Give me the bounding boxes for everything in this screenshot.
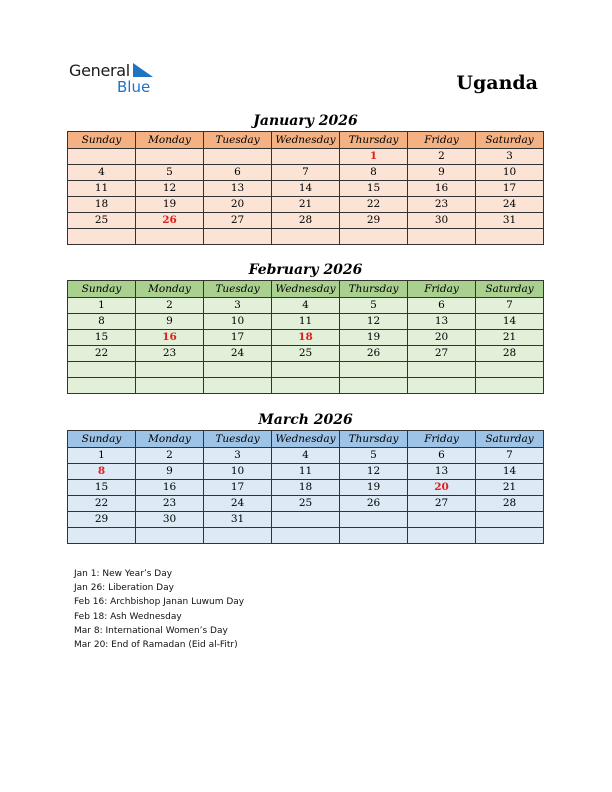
day-cell: 5 [340,298,408,314]
day-cell: 18 [68,197,136,213]
weekday-header: Sunday [68,281,136,298]
day-cell [136,149,204,165]
day-cell [340,378,408,394]
holiday-day-cell: 18 [272,330,340,346]
day-cell: 13 [408,464,476,480]
day-cell: 29 [340,213,408,229]
day-cell: 6 [408,448,476,464]
day-cell: 7 [476,448,544,464]
week-row [68,229,544,245]
day-cell [476,378,544,394]
holiday-day-cell: 20 [408,480,476,496]
day-cell [204,378,272,394]
holiday-day-cell: 26 [136,213,204,229]
month-title: February 2026 [248,262,363,278]
day-cell [136,378,204,394]
holiday-note: Feb 18: Ash Wednesday [74,611,182,622]
day-cell: 22 [340,197,408,213]
day-cell: 17 [204,480,272,496]
day-cell [340,362,408,378]
calendar-table [67,280,544,394]
day-cell: 10 [204,464,272,480]
weekday-header: Friday [408,281,476,298]
day-cell: 19 [340,330,408,346]
day-cell [68,362,136,378]
day-cell: 31 [204,512,272,528]
day-cell: 30 [136,512,204,528]
week-row [68,496,544,512]
week-row [68,149,544,165]
day-cell: 26 [340,496,408,512]
month-calendar [67,112,544,245]
day-cell: 1 [68,448,136,464]
day-cell [476,229,544,245]
weekday-header: Friday [408,132,476,149]
day-cell: 8 [340,165,408,181]
weekday-header: Sunday [68,431,136,448]
logo-triangle-icon [133,63,153,77]
weekday-header: Sunday [68,132,136,149]
day-cell: 7 [272,165,340,181]
day-cell: 21 [272,197,340,213]
day-cell [408,362,476,378]
day-cell: 24 [476,197,544,213]
day-cell [68,149,136,165]
day-cell [68,229,136,245]
holiday-notes [74,567,244,652]
day-cell: 28 [272,213,340,229]
week-row [68,181,544,197]
weekday-header: Thursday [340,132,408,149]
day-cell: 2 [136,448,204,464]
day-cell: 26 [340,346,408,362]
weekday-header: Wednesday [272,431,340,448]
day-cell: 18 [272,480,340,496]
day-cell: 12 [340,314,408,330]
day-cell: 15 [68,330,136,346]
day-cell: 1 [68,298,136,314]
day-cell: 15 [68,480,136,496]
day-cell: 14 [272,181,340,197]
month-title: March 2026 [258,412,353,428]
holiday-note: Mar 8: International Women’s Day [74,625,228,636]
day-cell [340,528,408,544]
day-cell: 5 [136,165,204,181]
week-row [68,213,544,229]
holiday-day-cell: 1 [340,149,408,165]
day-cell: 28 [476,346,544,362]
day-cell: 24 [204,496,272,512]
weekday-header: Saturday [476,431,544,448]
day-cell [272,512,340,528]
holiday-note: Jan 1: New Year’s Day [74,569,173,579]
day-cell: 17 [204,330,272,346]
week-row [68,448,544,464]
day-cell: 2 [136,298,204,314]
country-title: Uganda [456,72,538,94]
holiday-note: Jan 26: Liberation Day [74,583,174,594]
week-row [68,480,544,496]
day-cell [136,229,204,245]
week-row [68,512,544,528]
day-cell [408,512,476,528]
day-cell: 9 [136,314,204,330]
day-cell: 9 [136,464,204,480]
holiday-note: Mar 20: End of Ramadan (Eid al-Fitr) [74,640,238,651]
day-cell: 16 [408,181,476,197]
weekday-header: Monday [136,431,204,448]
weekday-header: Wednesday [272,281,340,298]
weekday-header-row [68,132,544,149]
weekday-header: Monday [136,132,204,149]
day-cell: 11 [272,314,340,330]
week-row [68,362,544,378]
day-cell: 6 [408,298,476,314]
month-calendar [67,261,544,394]
day-cell: 8 [68,314,136,330]
day-cell [136,362,204,378]
month-calendar [67,411,544,544]
calendar-table [67,430,544,544]
day-cell [204,362,272,378]
day-cell: 27 [408,496,476,512]
day-cell: 23 [136,496,204,512]
day-cell: 29 [68,512,136,528]
day-cell [204,149,272,165]
day-cell [68,528,136,544]
week-row [68,330,544,346]
day-cell: 24 [204,346,272,362]
weekday-header: Tuesday [204,132,272,149]
day-cell: 2 [408,149,476,165]
day-cell: 20 [204,197,272,213]
day-cell: 10 [204,314,272,330]
day-cell: 23 [408,197,476,213]
day-cell: 31 [476,213,544,229]
day-cell [476,512,544,528]
day-cell [340,512,408,528]
day-cell: 25 [272,346,340,362]
day-cell: 30 [408,213,476,229]
week-row [68,528,544,544]
day-cell: 19 [136,197,204,213]
day-cell: 14 [476,464,544,480]
day-cell: 11 [68,181,136,197]
week-row [68,378,544,394]
day-cell [408,378,476,394]
day-cell: 4 [272,448,340,464]
day-cell [408,528,476,544]
weekday-header: Tuesday [204,431,272,448]
weekday-header: Saturday [476,132,544,149]
day-cell [476,362,544,378]
day-cell: 9 [408,165,476,181]
day-cell: 23 [136,346,204,362]
day-cell [476,528,544,544]
week-row [68,197,544,213]
weekday-header: Saturday [476,281,544,298]
day-cell: 14 [476,314,544,330]
weekday-header-row [68,431,544,448]
calendar-table [67,131,544,245]
day-cell: 16 [136,480,204,496]
day-cell: 17 [476,181,544,197]
day-cell [136,528,204,544]
week-row [68,298,544,314]
weekday-header: Tuesday [204,281,272,298]
month-title: January 2026 [253,113,358,129]
day-cell: 13 [204,181,272,197]
logo-text-general: General [69,61,130,80]
logo-text-blue: Blue [117,78,151,96]
day-cell [272,362,340,378]
day-cell: 21 [476,480,544,496]
day-cell: 3 [204,448,272,464]
day-cell: 3 [476,149,544,165]
day-cell: 12 [340,464,408,480]
day-cell: 13 [408,314,476,330]
week-row [68,314,544,330]
day-cell: 28 [476,496,544,512]
day-cell: 21 [476,330,544,346]
week-row [68,464,544,480]
day-cell: 20 [408,330,476,346]
holiday-day-cell: 16 [136,330,204,346]
weekday-header: Wednesday [272,132,340,149]
day-cell: 10 [476,165,544,181]
day-cell: 7 [476,298,544,314]
weekday-header: Thursday [340,431,408,448]
day-cell [272,149,340,165]
day-cell [272,229,340,245]
day-cell: 25 [68,213,136,229]
day-cell [204,528,272,544]
day-cell [340,229,408,245]
day-cell: 6 [204,165,272,181]
day-cell [408,229,476,245]
day-cell [272,378,340,394]
day-cell: 22 [68,496,136,512]
holiday-note: Feb 16: Archbishop Janan Luwum Day [74,597,245,608]
day-cell: 11 [272,464,340,480]
day-cell [68,378,136,394]
day-cell: 4 [272,298,340,314]
week-row [68,346,544,362]
day-cell: 12 [136,181,204,197]
day-cell: 5 [340,448,408,464]
weekday-header-row [68,281,544,298]
day-cell: 4 [68,165,136,181]
day-cell: 15 [340,181,408,197]
day-cell [204,229,272,245]
weekday-header: Monday [136,281,204,298]
weekday-header: Friday [408,431,476,448]
day-cell: 19 [340,480,408,496]
day-cell [272,528,340,544]
day-cell: 25 [272,496,340,512]
day-cell: 22 [68,346,136,362]
weekday-header: Thursday [340,281,408,298]
week-row [68,165,544,181]
day-cell: 27 [204,213,272,229]
logo [69,61,179,97]
day-cell: 3 [204,298,272,314]
holiday-day-cell: 8 [68,464,136,480]
day-cell: 27 [408,346,476,362]
